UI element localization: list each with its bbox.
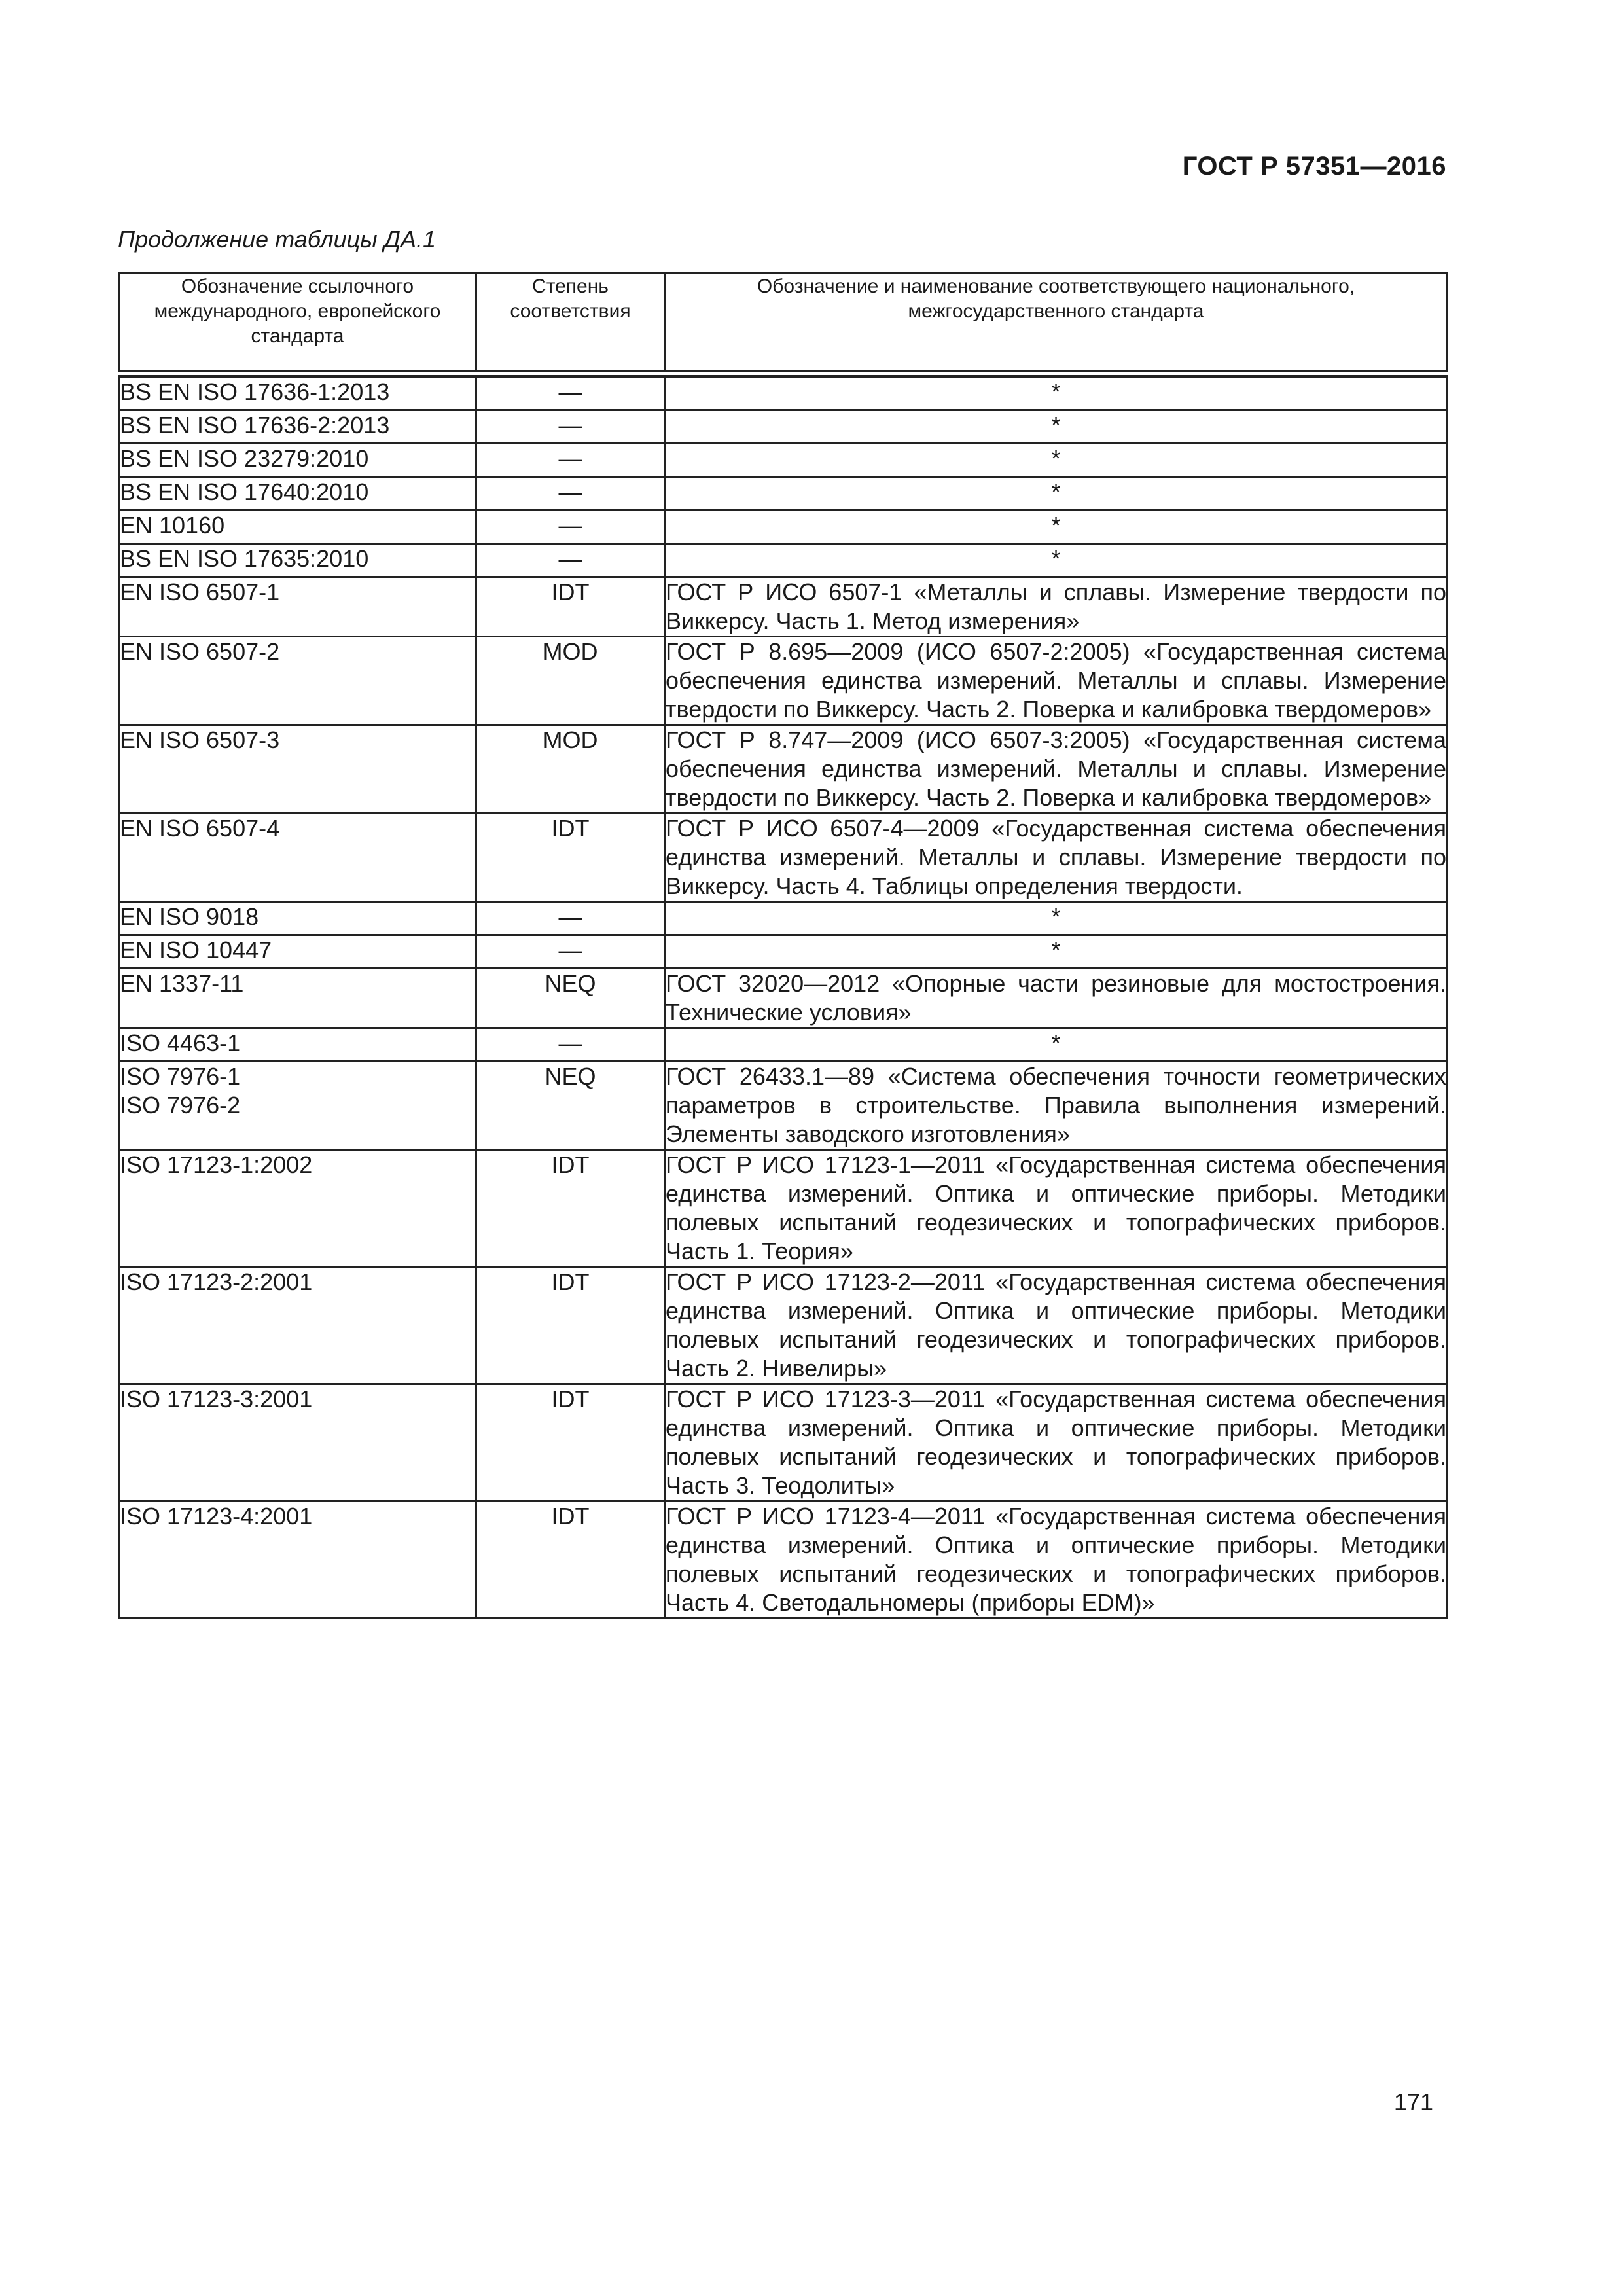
table-row (119, 637, 1448, 725)
reference-standard-cell (119, 374, 476, 410)
national-standard-cell: * (665, 410, 1448, 444)
reference-standard-code: ISO 17123-4:2001 (120, 1503, 313, 1530)
reference-standard-cell (119, 1501, 476, 1619)
reference-standard-code: ISO 17123-2:2001 (120, 1268, 313, 1295)
national-standard-cell: * (665, 1028, 1448, 1062)
table-row (119, 544, 1448, 577)
reference-standard-code: ISO 7976-1 (120, 1063, 241, 1090)
table-row (119, 902, 1448, 935)
reference-standard-cell (119, 410, 476, 444)
degree-cell: NEQ (476, 969, 665, 1028)
table-row (119, 1028, 1448, 1062)
degree-cell: IDT (476, 814, 665, 902)
national-standard-cell: ГОСТ Р ИСО 6507-4—2009 «Государственная система обеспечения единства измерений. Металлы и сплавы. Измерение твердости по Виккерсу. Часть 4. Таблицы определения твердости. (665, 814, 1448, 902)
reference-standard-code: EN ISO 9018 (120, 903, 259, 930)
degree-cell: — (476, 410, 665, 444)
national-standard-cell: * (665, 511, 1448, 544)
reference-standard-code: BS EN ISO 17640:2010 (120, 478, 369, 505)
degree-cell: — (476, 374, 665, 410)
reference-standard-code: EN 1337-11 (120, 970, 244, 997)
reference-standard-cell (119, 935, 476, 969)
degree-cell: IDT (476, 1267, 665, 1384)
reference-standard-cell (119, 1384, 476, 1501)
reference-standard-cell (119, 1267, 476, 1384)
reference-standard-cell (119, 1150, 476, 1267)
national-standard-cell: ГОСТ Р ИСО 6507-1 «Металлы и сплавы. Измерение твердости по Виккерсу. Часть 1. Метод измерения» (665, 577, 1448, 637)
column-header-degree: Степень соответствия (476, 274, 665, 374)
national-standard-cell: * (665, 902, 1448, 935)
column-header-national-standard: Обозначение и наименование соответствующего национального, межгосударственного стандарта (665, 274, 1448, 374)
table-caption: Продолжение таблицы ДА.1 (118, 226, 437, 253)
reference-standard-cell (119, 969, 476, 1028)
national-standard-cell: ГОСТ Р ИСО 17123-3—2011 «Государственная система обеспечения единства измерений. Оптика и оптические приборы. Методики полевых испытаний геодезических и топографических приборов. Часть 3. Теодолиты» (665, 1384, 1448, 1501)
column-header-reference-standard: Обозначение ссылочного международного, европейского стандарта (119, 274, 476, 374)
degree-cell: MOD (476, 725, 665, 814)
reference-standard-cell (119, 902, 476, 935)
degree-cell: — (476, 935, 665, 969)
table-header (119, 274, 1448, 374)
reference-standard-code: BS EN ISO 17635:2010 (120, 545, 369, 572)
reference-standard-cell (119, 1062, 476, 1150)
reference-standard-code: BS EN ISO 17636-1:2013 (120, 378, 390, 405)
degree-cell: IDT (476, 1501, 665, 1619)
degree-cell: IDT (476, 577, 665, 637)
table-row (119, 1062, 1448, 1150)
national-standard-cell: * (665, 935, 1448, 969)
degree-cell: — (476, 444, 665, 477)
national-standard-cell: * (665, 374, 1448, 410)
reference-standard-code: EN ISO 6507-2 (120, 638, 280, 665)
national-standard-cell: ГОСТ Р 8.695—2009 (ИСО 6507-2:2005) «Государственная система обеспечения единства измерений. Металлы и сплавы. Измерение твердости по Виккерсу. Часть 2. Поверка и калибровка твердомеров» (665, 637, 1448, 725)
reference-standard-code: EN ISO 6507-3 (120, 726, 280, 753)
reference-standard-cell (119, 1028, 476, 1062)
reference-standard-code: ISO 4463-1 (120, 1030, 241, 1056)
national-standard-cell: ГОСТ Р ИСО 17123-1—2011 «Государственная система обеспечения единства измерений. Оптика и оптические приборы. Методики полевых испытаний геодезических и топографических приборов. Часть 1. Теория» (665, 1150, 1448, 1267)
reference-standard-cell (119, 814, 476, 902)
reference-standard-code: ISO 7976-2 (120, 1092, 241, 1119)
national-standard-cell: * (665, 544, 1448, 577)
degree-cell: — (476, 477, 665, 511)
degree-cell: NEQ (476, 1062, 665, 1150)
reference-standard-code: EN ISO 6507-1 (120, 579, 280, 605)
table-row (119, 374, 1448, 410)
table-body (119, 374, 1448, 1619)
reference-standard-cell (119, 577, 476, 637)
national-standard-cell: ГОСТ Р ИСО 17123-4—2011 «Государственная система обеспечения единства измерений. Оптика и оптические приборы. Методики полевых испытаний геодезических и топографических приборов. Часть 4. Светодальномеры (приборы EDM)» (665, 1501, 1448, 1619)
reference-standard-code: BS EN ISO 23279:2010 (120, 445, 369, 472)
reference-standard-cell (119, 725, 476, 814)
table-row (119, 814, 1448, 902)
table-header-row (119, 274, 1448, 374)
document-number: ГОСТ Р 57351—2016 (1182, 152, 1446, 181)
table-row (119, 1150, 1448, 1267)
degree-cell: IDT (476, 1150, 665, 1267)
standards-table (118, 272, 1448, 1619)
table-row (119, 1267, 1448, 1384)
reference-standard-code: EN 10160 (120, 512, 225, 539)
reference-standard-code: ISO 17123-1:2002 (120, 1151, 313, 1178)
degree-cell: MOD (476, 637, 665, 725)
reference-standard-cell (119, 511, 476, 544)
table-row (119, 969, 1448, 1028)
degree-cell: IDT (476, 1384, 665, 1501)
table-row (119, 444, 1448, 477)
reference-standard-code: BS EN ISO 17636-2:2013 (120, 412, 390, 439)
table-row (119, 725, 1448, 814)
reference-standard-cell (119, 544, 476, 577)
table-row (119, 1384, 1448, 1501)
table-row (119, 935, 1448, 969)
table-row (119, 511, 1448, 544)
table-row (119, 410, 1448, 444)
national-standard-cell: ГОСТ 26433.1—89 «Система обеспечения точности геометрических параметров в строительстве. Правила выполнения измерений. Элементы заводского изготовления» (665, 1062, 1448, 1150)
table-row (119, 1501, 1448, 1619)
reference-standard-cell (119, 477, 476, 511)
national-standard-cell: ГОСТ Р 8.747—2009 (ИСО 6507-3:2005) «Государственная система обеспечения единства измерений. Металлы и сплавы. Измерение твердости по Виккерсу. Часть 2. Поверка и калибровка твердомеров» (665, 725, 1448, 814)
reference-standard-code: EN ISO 10447 (120, 937, 272, 963)
table-row (119, 577, 1448, 637)
reference-standard-cell (119, 444, 476, 477)
table-row (119, 477, 1448, 511)
page-number: 171 (1393, 2089, 1433, 2115)
national-standard-cell: * (665, 444, 1448, 477)
national-standard-cell: ГОСТ Р ИСО 17123-2—2011 «Государственная система обеспечения единства измерений. Оптика и оптические приборы. Методики полевых испытаний геодезических и топографических приборов. Часть 2. Нивелиры» (665, 1267, 1448, 1384)
degree-cell: — (476, 511, 665, 544)
degree-cell: — (476, 902, 665, 935)
degree-cell: — (476, 544, 665, 577)
national-standard-cell: ГОСТ 32020—2012 «Опорные части резиновые для мостостроения. Технические условия» (665, 969, 1448, 1028)
reference-standard-cell (119, 637, 476, 725)
reference-standard-code: EN ISO 6507-4 (120, 815, 280, 842)
reference-standard-code: ISO 17123-3:2001 (120, 1386, 313, 1412)
national-standard-cell: * (665, 477, 1448, 511)
degree-cell: — (476, 1028, 665, 1062)
